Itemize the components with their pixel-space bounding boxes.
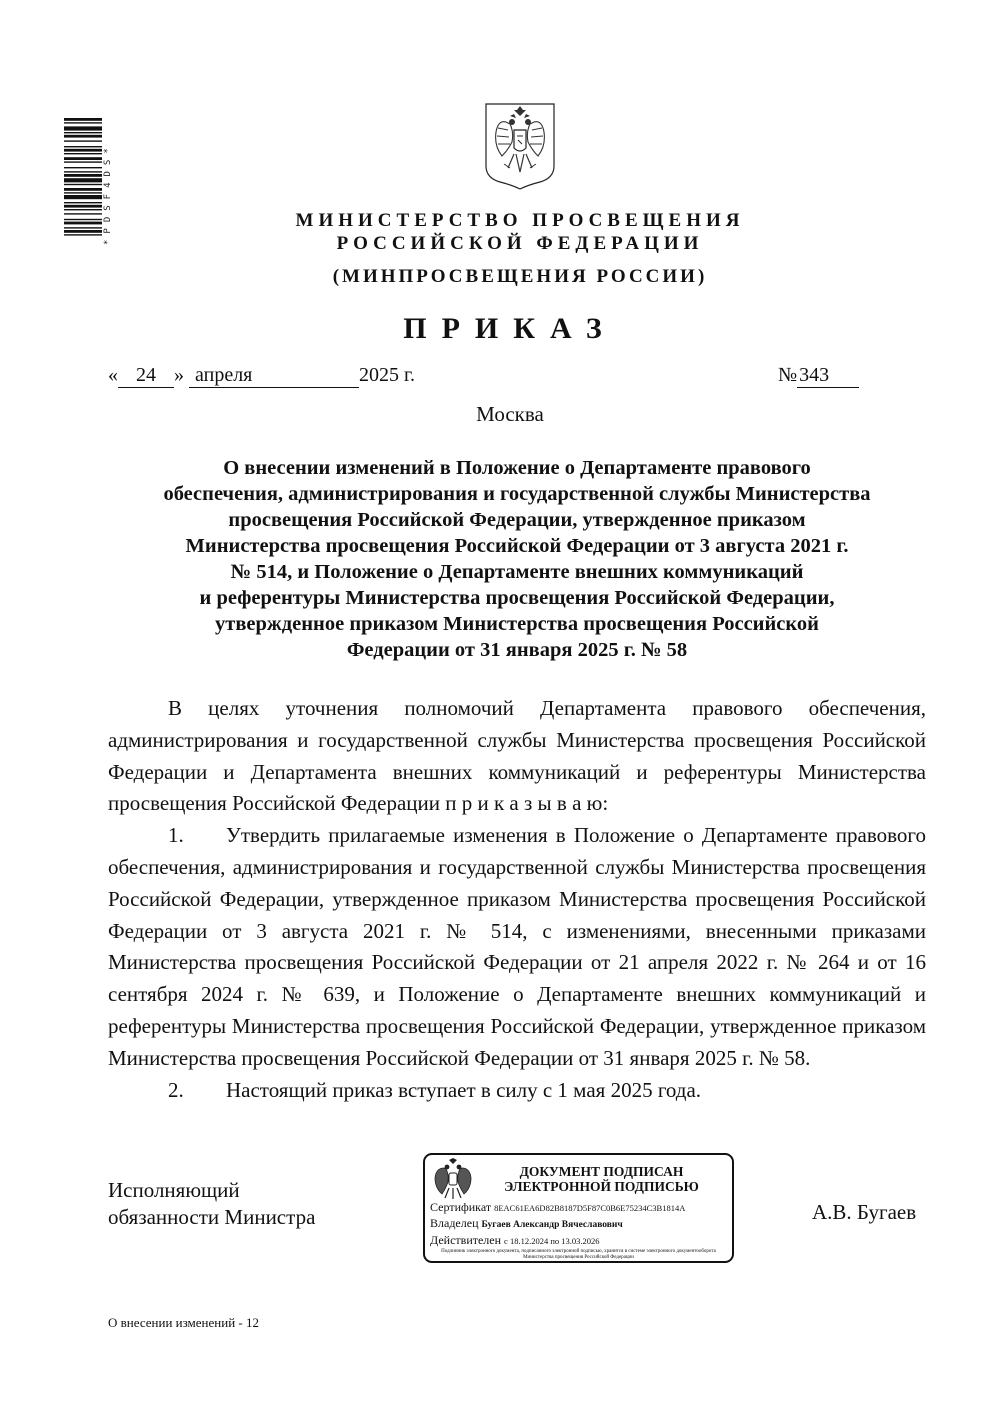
barcode-bar — [64, 195, 102, 199]
signer-name: А.В. Бугаев — [812, 1200, 917, 1224]
barcode-bar — [64, 126, 102, 130]
stamp-valid-label: Действителен — [430, 1233, 502, 1247]
barcode-bar — [64, 205, 102, 208]
barcode-bar — [64, 219, 102, 220]
barcode-bar — [64, 132, 102, 133]
item-number: 2. — [168, 1077, 184, 1102]
barcode-bar — [64, 178, 102, 182]
preamble-paragraph — [108, 693, 926, 820]
city: Москва — [476, 402, 544, 426]
number-value: 343 — [797, 364, 859, 388]
preamble-text: В целях уточнения полномочий Департамента правового обеспечения, администрирования и государственной службы Министерства просвещения Российской Федерации и Департамента внешних коммуникаций и референтуры Министерства просвещения Российской Федерации — [108, 696, 926, 816]
signer-position — [108, 1177, 315, 1231]
barcode-bar — [64, 234, 102, 235]
barcode-bar — [64, 146, 102, 147]
date-quote-close: » — [174, 364, 184, 386]
barcode-bar — [64, 135, 102, 138]
stamp-validity — [430, 1233, 727, 1249]
title-line: обеспечения, администрирования и государственной службы Министерства — [163, 483, 871, 505]
order-body — [108, 693, 926, 1106]
barcode-bar — [64, 192, 102, 193]
item-text: Утвердить прилагаемые изменения в Положение о Департаменте правового обеспечения, администрирования и государственной службы Министерства просвещения Российской Федерации, утвержденное приказом Министерства просвещения Российской Федерации от 3 августа 2021 г. № 514, с изменениями, внесенными приказами Министерства просвещения Российской Федерации от 21 апреля 2022 г. № 264 и от 16 сентября 2024 г. № 639, и Положение о Департаменте внешних коммуникаций и референтуры Министерства просвещения Российской Федерации, утвержденное приказом Министерства просвещения Российской Федерации от 31 января 2025 г. № 58. — [108, 823, 926, 1070]
stamp-title — [476, 1164, 727, 1194]
stamp-cert-value: 8EAC61EA6D82B8187D5F87C0B6E75234C3B1814A — [494, 1203, 686, 1213]
number-prefix: № — [778, 364, 798, 386]
item-number: 1. — [168, 823, 184, 848]
stamp-note: Подлинник электронного документа, подписанного электронной подписью, хранится в системе электронного документооборота Министерства просвещения Российской Федерации — [441, 1249, 716, 1260]
title-line: утвержденное приказом Министерства просвещения Российской — [215, 613, 819, 635]
barcode-bar — [64, 153, 102, 154]
signer-position-line1: Исполняющий — [108, 1178, 240, 1202]
barcode-bar — [64, 188, 102, 191]
title-line: Министерства просвещения Российской Федерации от 3 августа 2021 г. — [185, 535, 849, 557]
document-type: ПРИКАЗ — [403, 312, 617, 345]
item-text: Настоящий приказ вступает в силу с 1 мая 2025 года. — [226, 1077, 702, 1102]
coat-of-arms-emblem — [484, 102, 556, 190]
barcode-bar — [64, 184, 102, 185]
barcode — [64, 118, 102, 270]
order-date — [108, 364, 415, 388]
date-year: 2025 — [359, 364, 399, 386]
title-line: О внесении изменений в Положение о Департаменте правового — [223, 457, 811, 479]
barcode-bar — [64, 174, 102, 177]
title-line: просвещения Российской Федерации, утвержденное приказом — [228, 509, 806, 531]
barcode-bar — [64, 157, 102, 160]
barcode-bar — [64, 118, 102, 121]
preamble-action: п р и к а з ы в а ю: — [445, 791, 609, 816]
barcode-bar — [64, 230, 102, 233]
date-day: 24 — [118, 364, 174, 388]
order-title — [108, 455, 926, 663]
order-item — [108, 1075, 926, 1107]
ministry-name-line1: МИНИСТЕРСТВО ПРОСВЕЩЕНИЯ — [295, 210, 745, 231]
barcode-bar — [64, 122, 102, 123]
stamp-emblem-icon — [430, 1158, 476, 1200]
ministry-name-line2: РОССИЙСКОЙ ФЕДЕРАЦИИ — [336, 233, 704, 254]
barcode-text: *PDSF4DS* — [103, 142, 113, 246]
barcode-bar — [64, 149, 102, 152]
stamp-certificate — [430, 1200, 727, 1216]
barcode-bar — [64, 202, 102, 203]
date-year-suffix: г. — [404, 364, 415, 386]
electronic-signature-stamp — [423, 1153, 734, 1263]
stamp-valid-value: с 18.12.2024 по 13.03.2026 — [504, 1236, 600, 1246]
barcode-bar — [64, 213, 102, 214]
barcode-bar — [64, 171, 102, 172]
stamp-cert-label: Сертификат — [430, 1200, 492, 1214]
date-month: апреля — [189, 364, 359, 388]
signer-position-line2: обязанности Министра — [108, 1205, 316, 1229]
barcode-bar — [64, 167, 102, 168]
stamp-owner-value: Бугаев Александр Вячеславович — [481, 1220, 623, 1230]
stamp-owner-label: Владелец — [430, 1216, 479, 1230]
order-item — [108, 820, 926, 1074]
order-number — [778, 364, 859, 388]
stamp-title-line2: ЭЛЕКТРОННОЙ ПОДПИСЬЮ — [504, 1179, 699, 1194]
title-line: № 514, и Положение о Департаменте внешних коммуникаций — [230, 561, 804, 583]
footer-text: О внесении изменений - 12 — [108, 1315, 259, 1330]
barcode-bar — [64, 227, 102, 228]
stamp-title-line1: ДОКУМЕНТ ПОДПИСАН — [519, 1164, 684, 1179]
barcode-bar — [64, 140, 102, 141]
title-line: и референтуры Министерства просвещения Российской Федерации, — [199, 587, 835, 609]
stamp-owner — [430, 1216, 727, 1233]
date-quote-open: « — [108, 364, 118, 386]
barcode-bar — [64, 222, 102, 225]
ministry-short-name: (МИНПРОСВЕЩЕНИЯ РОССИИ) — [332, 266, 708, 287]
barcode-bar — [64, 161, 102, 162]
title-line: Федерации от 31 января 2025 г. № 58 — [346, 639, 688, 661]
barcode-bar — [64, 209, 102, 210]
